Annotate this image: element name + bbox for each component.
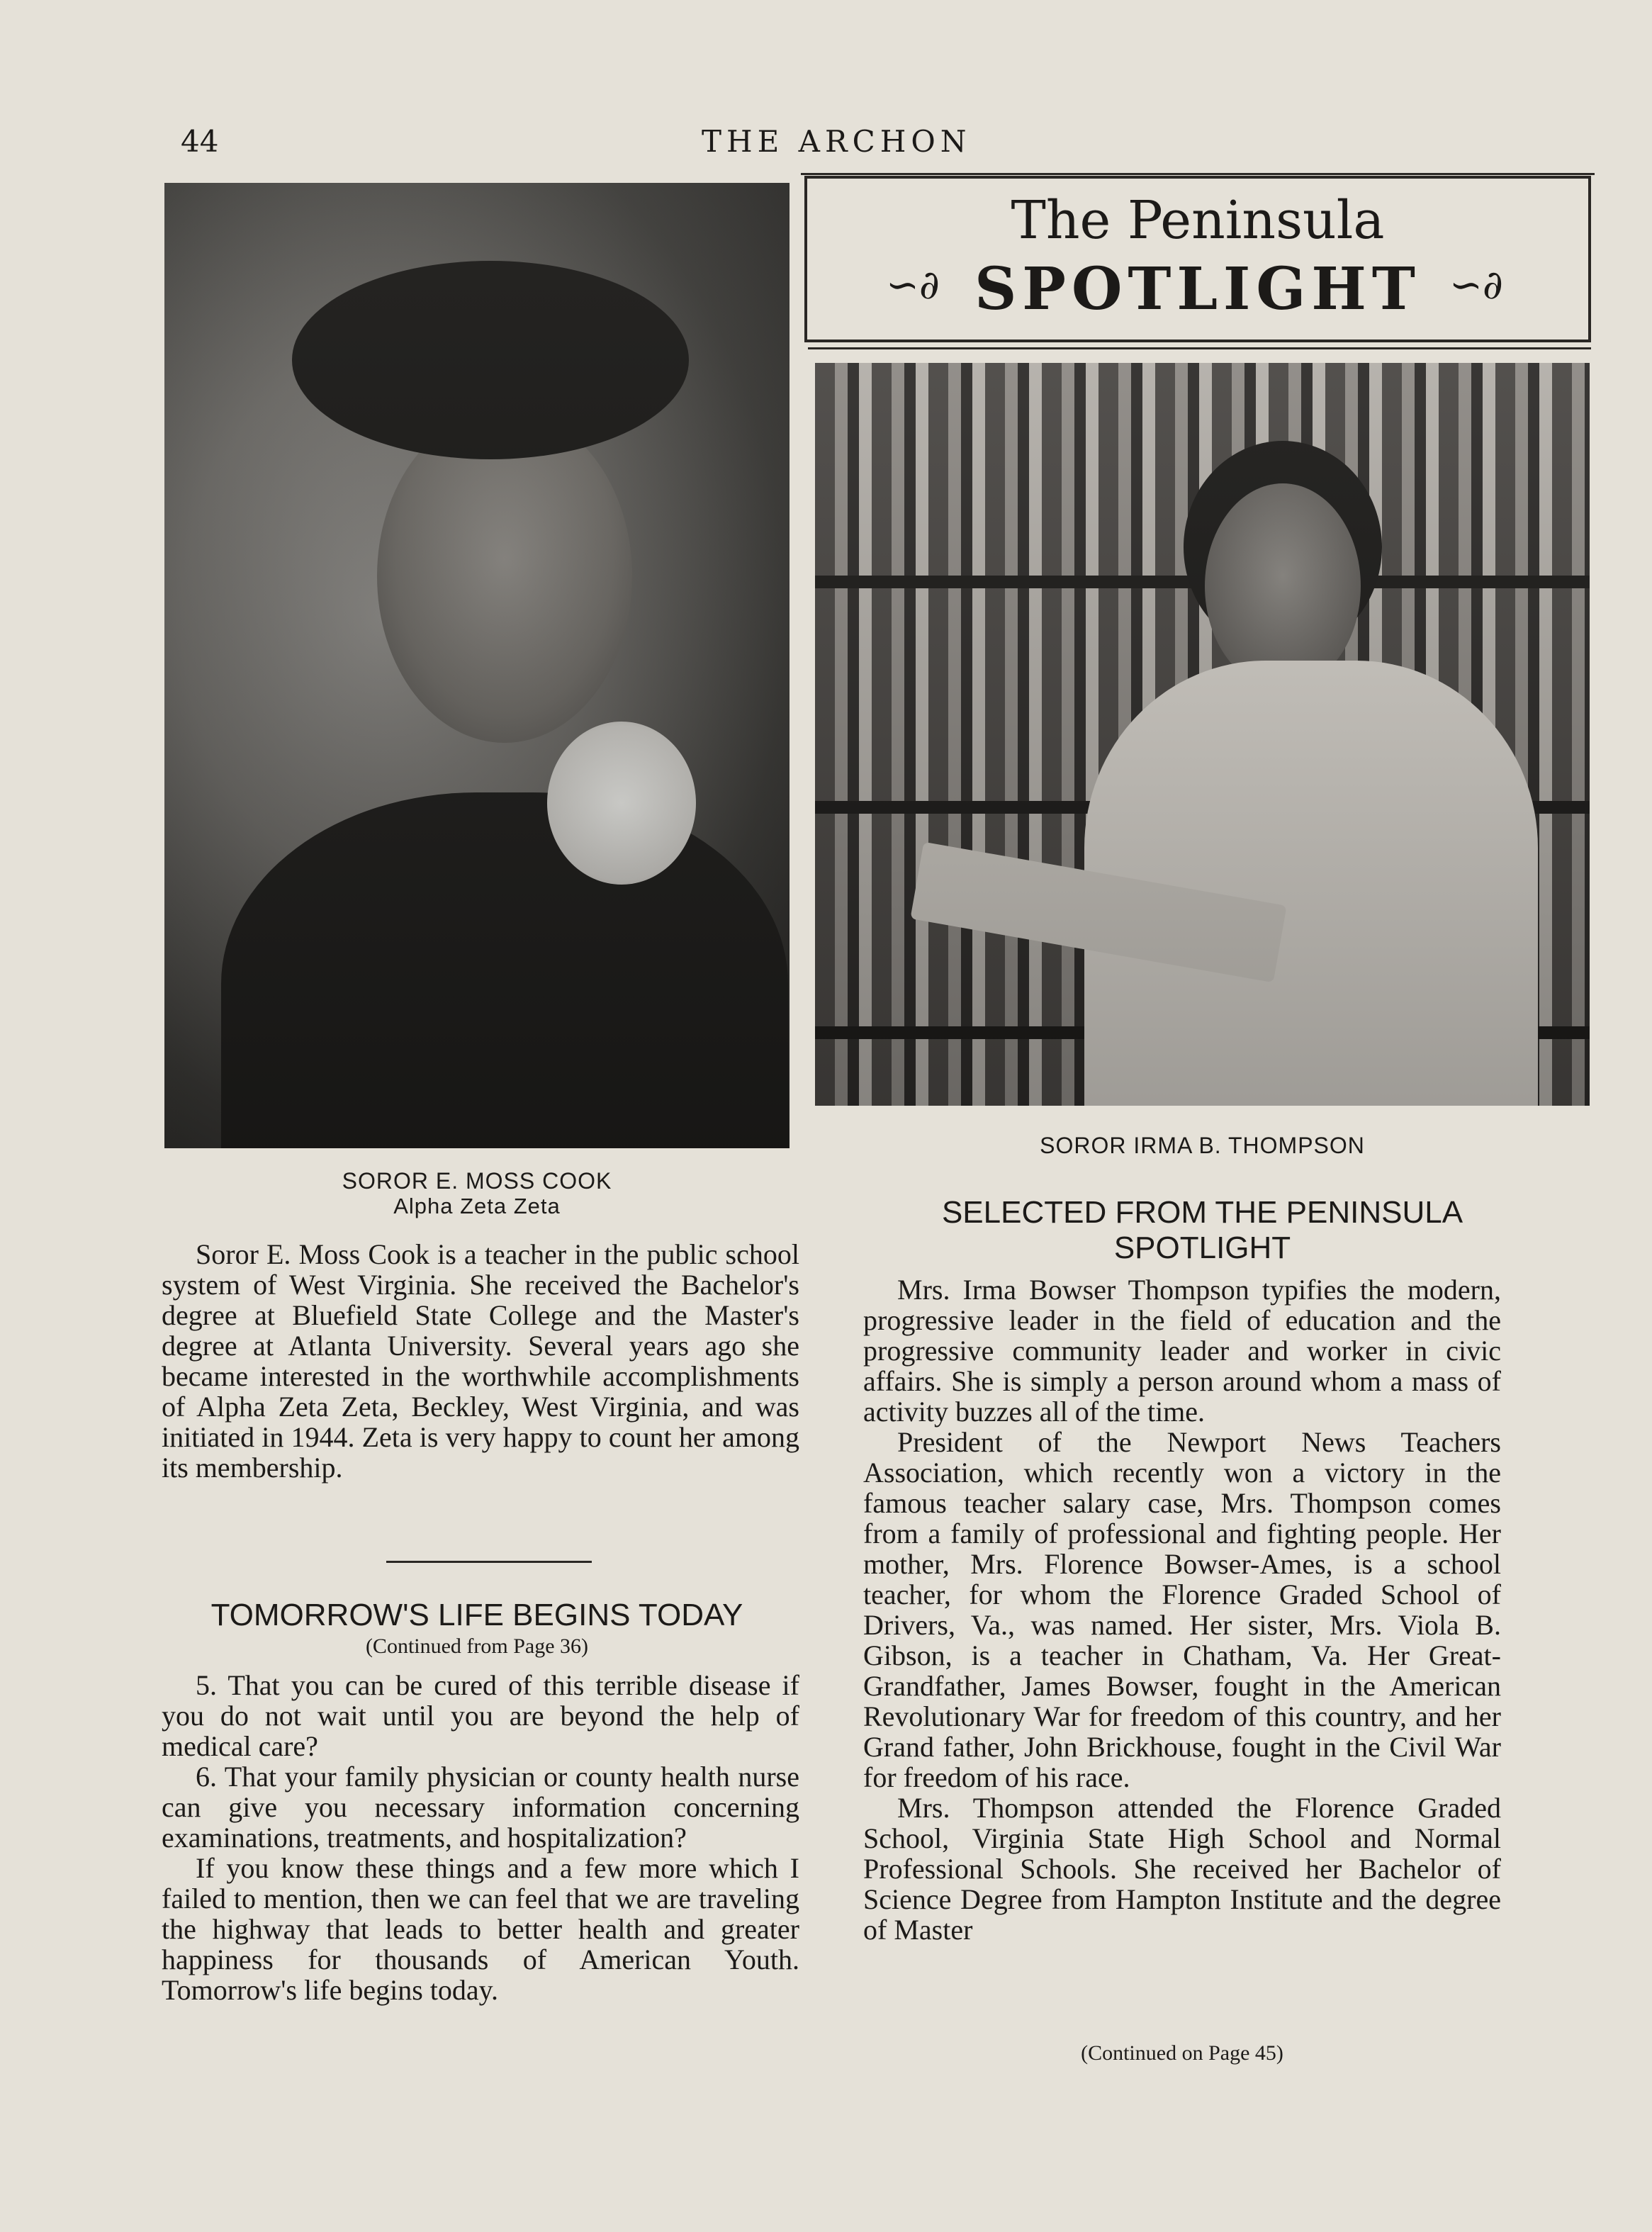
photo-caption-moss-cook: SOROR E. MOSS COOK — [342, 1168, 612, 1194]
continued-on-note: (Continued on Page 45) — [1081, 2041, 1283, 2065]
article-paragraph: Mrs. Thompson attended the Florence Graded School, Virginia State High School and Normal Professional Schools. She received her Bachelor of Science Degree from Hampton Institute and the degree of Master — [863, 1792, 1501, 1946]
moss-cook-article — [162, 1239, 799, 1483]
article-paragraph: President of the Newport News Teachers Association, which recently won a victory in the famous teacher salary case, Mrs. Thompson comes from a family of professional and fighting people. Her mother, Mrs. Florence Bowser-Ames, is a school teacher, for whom the Florence Graded School of Drivers, Va., was named. Her sister, Mrs. Viola B. Gibson, is a teacher in Chatham, Va. Her Great-Grandfather, James Bowser, fought in the American Revolutionary War for freedom of this country, and her Grand father, John Brickhouse, fought in the Civil War for freedom of his race. — [863, 1426, 1501, 1793]
article-paragraph: 5. That you can be cured of this terrible disease if you do not wait until you are beyond the help of medical care? — [162, 1669, 799, 1762]
photo-caption-thompson: SOROR IRMA B. THOMPSON — [1040, 1133, 1365, 1158]
spotlight-rule-top — [801, 173, 1595, 175]
thompson-article-body — [863, 1274, 1501, 1945]
portrait-photo-moss-cook — [164, 183, 790, 1148]
spotlight-rule-bottom — [808, 347, 1591, 349]
running-head: THE ARCHON — [702, 124, 972, 159]
article-paragraph: Soror E. Moss Cook is a teacher in the public school system of West Virginia. She received the Bachelor's degree at Bluefield State College and the Master's degree at Atlanta University. Several years ago she became interested in the worthwhile accomplishments of Alpha Zeta Zeta, Beckley, West Virginia, and was initiated in 1944. Zeta is very happy to count her among its membership. — [162, 1238, 799, 1484]
spotlight-title-line1: The Peninsula — [1011, 190, 1385, 251]
portrait-photo-irma-thompson — [815, 363, 1590, 1106]
spotlight-title-line2: SPOTLIGHT — [974, 255, 1421, 323]
article-title-line2: SPOTLIGHT — [1113, 1230, 1291, 1265]
article-paragraph: If you know these things and a few more which I failed to mention, then we can feel that we are traveling the highway that leads to better health and greater happiness for thousands of American Youth. Tomorrow's life begins today. — [162, 1852, 799, 2006]
continued-from-note: (Continued from Page 36) — [365, 1634, 589, 1658]
tomorrow-article-title: TOMORROW'S LIFE BEGINS TODAY — [210, 1598, 743, 1632]
tomorrow-article-body — [162, 1670, 799, 2005]
flourish-ornament-icon: ∽∂ — [886, 262, 940, 308]
page-number: 44 — [181, 124, 219, 159]
photo-caption-chapter: Alpha Zeta Zeta — [393, 1194, 561, 1218]
flourish-ornament-icon: ∽∂ — [1449, 262, 1503, 308]
article-paragraph: 6. That your family physician or county health nurse can give you necessary information concerning examinations, treatments, and hospitalization? — [162, 1761, 799, 1854]
article-title-line1: SELECTED FROM THE PENINSULA — [941, 1195, 1463, 1230]
section-divider — [386, 1561, 592, 1563]
article-paragraph: Mrs. Irma Bowser Thompson typifies the modern, progressive leader in the field of education and the progressive community leader and worker in civic affairs. She is simply a person around whom a mass of activity buzzes all of the time. — [863, 1274, 1501, 1428]
